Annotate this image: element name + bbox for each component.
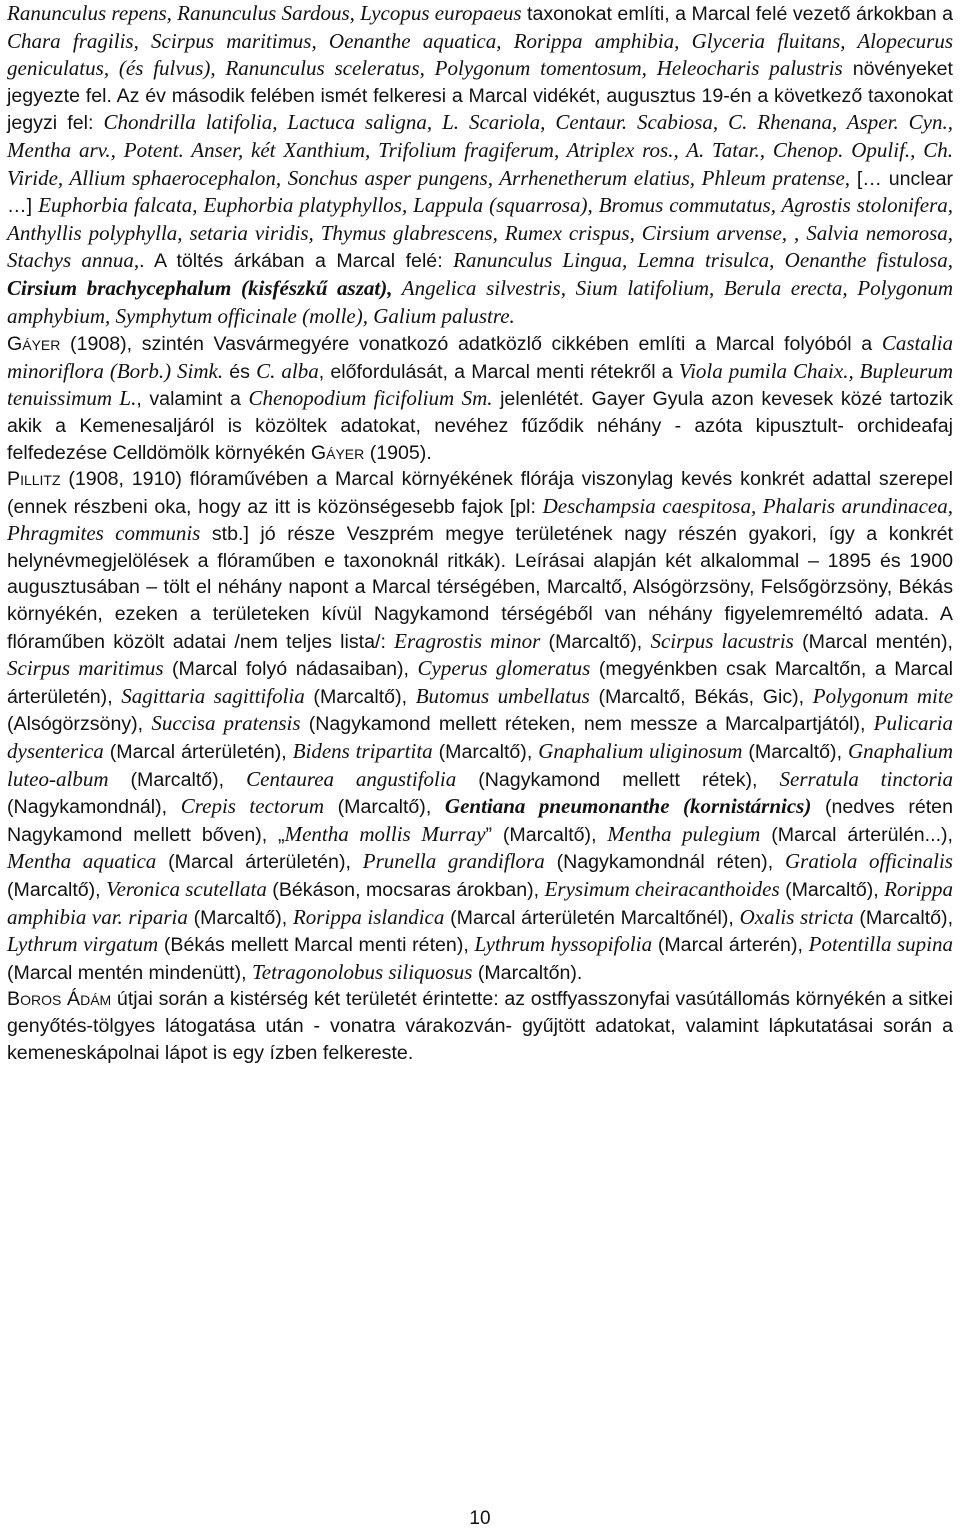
text-segment: (Nagykamond mellett rétek), xyxy=(456,768,780,791)
text-segment: útjai során a kistérség két területét érintette: az ostffyasszonyfai vasútállomás környékén a sitkei genyőtés-tölgyes látogatása után - vonatra várakozván- gyűjtött adatokat, valamint lápkutatásai során a kemeneskápolnai lápot is egy ízben felkereste. xyxy=(7,988,959,1064)
text-segment: Chara fragilis, Scirpus maritimus, Oenanthe aquatica, Rorippa amphibia, Glyceria fluitans, Alopecurus geniculatus, (és fulvus), Ranunculus sceleratus, Polygonum tomentosum, Heleocharis palustris xyxy=(7,28,959,81)
text-segment: Cyperus glomeratus xyxy=(417,656,591,681)
paragraph-4 xyxy=(7,986,959,1066)
text-segment: Gnaphalium uliginosum xyxy=(538,739,743,764)
text-segment: Butomus umbellatus xyxy=(415,683,590,708)
text-segment: (Marcaltőn). xyxy=(472,961,583,984)
text-segment: (Marcal folyó nádasaiban), xyxy=(163,658,418,681)
page-number: 10 xyxy=(469,1508,491,1529)
text-segment: Cirsium brachycephalum (kisfészkű aszat), xyxy=(7,275,393,300)
text-segment: Chenopodium ficifolium Sm. xyxy=(248,386,493,411)
text-segment: taxonokat említi, a Marcal felé vezető árkokban a xyxy=(521,3,959,25)
text-segment: (Békáson, mocsaras árokban), xyxy=(266,879,545,901)
text-segment: (megyénkben csak Marcaltőn, a Marcal árterületén), xyxy=(7,658,959,708)
text-segment: (Nagykamondnál), xyxy=(7,768,959,819)
text-segment: (Marcaltő, Békás, Gic), xyxy=(589,685,813,708)
text-segment: Mentha pulegium xyxy=(607,821,761,846)
text-segment: Eragrostis minor xyxy=(394,628,541,653)
text-segment: Scirpus maritimus xyxy=(7,656,164,681)
text-segment: (Marcaltő), xyxy=(779,879,885,901)
text-segment: (Marcaltő), xyxy=(432,741,539,764)
text-segment: Boros Ádám xyxy=(7,988,112,1011)
text-segment: , előfordulását, a Marcal menti rétekről a xyxy=(318,360,679,383)
text-segment: (nedves réten Nagykamond mellett bőven), „ xyxy=(7,796,959,846)
text-segment: Castalia minoriflora (Borb.) Simk. xyxy=(7,331,959,383)
text-segment: ” (Marcaltő), xyxy=(485,823,608,846)
text-segment: (Alsógörzsöny), xyxy=(7,685,959,736)
text-segment: (Marcal árterén), xyxy=(652,934,809,957)
text-segment: Prunella grandiflora xyxy=(362,849,545,874)
text-segment: Gáyer xyxy=(310,441,365,464)
paragraph-1 xyxy=(7,0,959,330)
text-segment: Deschampsia caespitosa, Phalaris arundinacea, Phragmites communis xyxy=(7,493,959,546)
text-segment: (Marcaltő), xyxy=(324,796,445,819)
text-segment: (Marcaltő), xyxy=(742,741,848,764)
text-segment: Erysimum cheiracanthoides xyxy=(544,877,780,901)
body-text xyxy=(7,0,959,1066)
text-segment: Polygonum mite xyxy=(812,683,954,708)
text-segment: Potentilla supina xyxy=(808,932,954,957)
text-segment: Crepis tectorum xyxy=(180,794,325,819)
text-segment: Lythrum virgatum xyxy=(7,932,159,957)
text-segment: (Marcaltő), xyxy=(187,906,293,929)
text-segment: Serratula tinctoria xyxy=(779,766,953,791)
paragraph-2 xyxy=(7,330,959,466)
text-segment: Rorippa islandica xyxy=(292,904,445,929)
text-segment: Gáyer xyxy=(7,333,61,356)
text-segment: (Marcal mentén mindenütt), xyxy=(7,934,959,984)
text-segment: Chondrilla latifolia, Lactuca saligna, L. Scariola, Centaur. Scabiosa, C. Rhenana, Asper. Cyn., Mentha arv., Potent. Anser, két Xanthium, Trifolium fragiferum, Atriplex ros., A. Tatar., Chenop. Opulif., Ch. Viride, Allium sphaerocephalon, Sonchus asper pungens, Arrhenetherum elatius, Phleum pratense, xyxy=(7,110,959,190)
text-segment: Veronica scutellata xyxy=(106,877,267,901)
text-segment: stb.] jó része Veszprém megye területének nagy részén gyakori, így a konkrét helynévmegjelölések a flóraműben e taxonoknál ritkák). Leírásai alapján két alkalommal – 1895 és 1900 augusztusában – tölt el néhány napont a Marcal térségében, Marcaltő, Alsógörzsöny, Felsőgörzsöny, Békás környékén, ezeken a területeken kívül Nagykamond térségéből van néhány figyelemreméltó adata. A flóraműben közölt adatai /nem teljes lista/: xyxy=(7,523,959,653)
text-segment: Mentha mollis Murray xyxy=(284,821,486,846)
text-segment: Rorippa amphibia var. riparia xyxy=(7,877,959,929)
text-segment: (1908), szintén Vasvármegyére vonatkozó adatközlő cikkében említi a Marcal folyóból a xyxy=(60,333,882,356)
text-segment: növényeket jegyezte fel. Az év második felében ismét felkeresi a Marcal vidékét, augusztus 19-én a következő taxonokat jegyzi fel: xyxy=(7,58,959,135)
text-segment: (Marcal árterületén), xyxy=(103,741,293,764)
text-segment: (Marcaltő), xyxy=(853,906,959,929)
text-segment: (Marcal árterületén Marcaltőnél), xyxy=(444,906,740,929)
text-segment: Sagittaria sagittifolia xyxy=(121,683,305,708)
text-segment: Succisa pratensis xyxy=(151,711,301,736)
text-segment: Euphorbia falcata, Euphorbia platyphyllos, Lappula (squarrosa), Bromus commutatus, Agrostis stolonifera, Anthyllis polyphylla, setaria viridis, Thymus glabrescens, Rumex crispus, Cirsium arvense, , Salvia nemorosa, Stachys annua, xyxy=(7,193,959,273)
text-segment: Gratiola officinalis xyxy=(785,849,953,874)
text-segment: (Nagykamondnál réten), xyxy=(544,851,785,874)
text-segment: Pillitz xyxy=(7,468,61,491)
text-segment: Tetragonolobus siliquosus xyxy=(252,959,473,984)
text-segment: Scirpus lacustris xyxy=(650,628,794,653)
text-segment: Centaurea angustifolia xyxy=(246,766,457,791)
text-segment: Lythrum hyssopifolia xyxy=(474,932,653,957)
text-segment: , valamint a xyxy=(136,388,249,411)
text-segment: jelenlétét. Gayer Gyula azon kevesek közé tartozik akik a Kemenesaljáról is közöltek adatokat, nevéhez fűződik néhány - azóta kipusztult- orchideafaj felfedezése Celldömölk környékén xyxy=(7,388,959,464)
text-segment: Pulicaria dysenterica xyxy=(7,711,959,764)
text-segment: Gentiana pneumonanthe (kornistárnics) xyxy=(444,794,812,819)
text-segment: (Marcaltő), xyxy=(304,685,416,708)
text-segment: (Marcal árterülén...), xyxy=(760,823,959,846)
text-segment: és xyxy=(223,360,257,383)
paragraph-3 xyxy=(7,466,959,986)
text-segment: (Békás mellett Marcal menti réten), xyxy=(158,934,475,957)
text-segment: Ranunculus repens, Ranunculus Sardous, Lycopus europaeus xyxy=(7,1,522,25)
text-segment: (Marcaltő), xyxy=(540,630,651,653)
text-segment: (Marcaltő), xyxy=(7,851,959,901)
text-segment: . A töltés árkában a Marcal felé: xyxy=(139,250,454,273)
text-segment: Mentha aquatica xyxy=(7,849,157,874)
text-segment: (Nagykamond mellett réteken, nem messze a Marcalpartjától), xyxy=(300,713,874,736)
text-segment: Viola pumila Chaix., Bupleurum tenuissimum L. xyxy=(7,358,959,411)
text-segment: Oxalis stricta xyxy=(739,904,854,929)
text-segment: Bidens tripartita xyxy=(292,739,433,764)
text-segment: C. alba xyxy=(256,358,319,383)
text-segment: (1905). xyxy=(364,441,432,464)
text-segment: (1908, 1910) flóraművében a Marcal környékének flórája viszonylag kevés konkrét adattal szerepel (ennek részben xyxy=(7,468,959,518)
text-segment: Ranunculus Lingua, Lemna trisulca, Oenanthe fistulosa, xyxy=(453,248,959,273)
text-segment: Angelica silvestris, Sium latifolium, Berula erecta, Polygonum amphybium, Symphytum officinale (molle), Galium palustre. xyxy=(7,275,959,328)
text-segment: (Marcal árterületén), xyxy=(156,851,363,874)
text-segment: (Marcaltő), xyxy=(108,768,247,791)
text-segment: Gnaphalium luteo-album xyxy=(7,739,959,791)
text-segment: (Marcal mentén), xyxy=(793,630,959,653)
text-segment: [… unclear …] xyxy=(7,167,959,218)
text-segment: i oka, hogy az itt is közönségesebb fajok [pl: xyxy=(143,495,543,518)
